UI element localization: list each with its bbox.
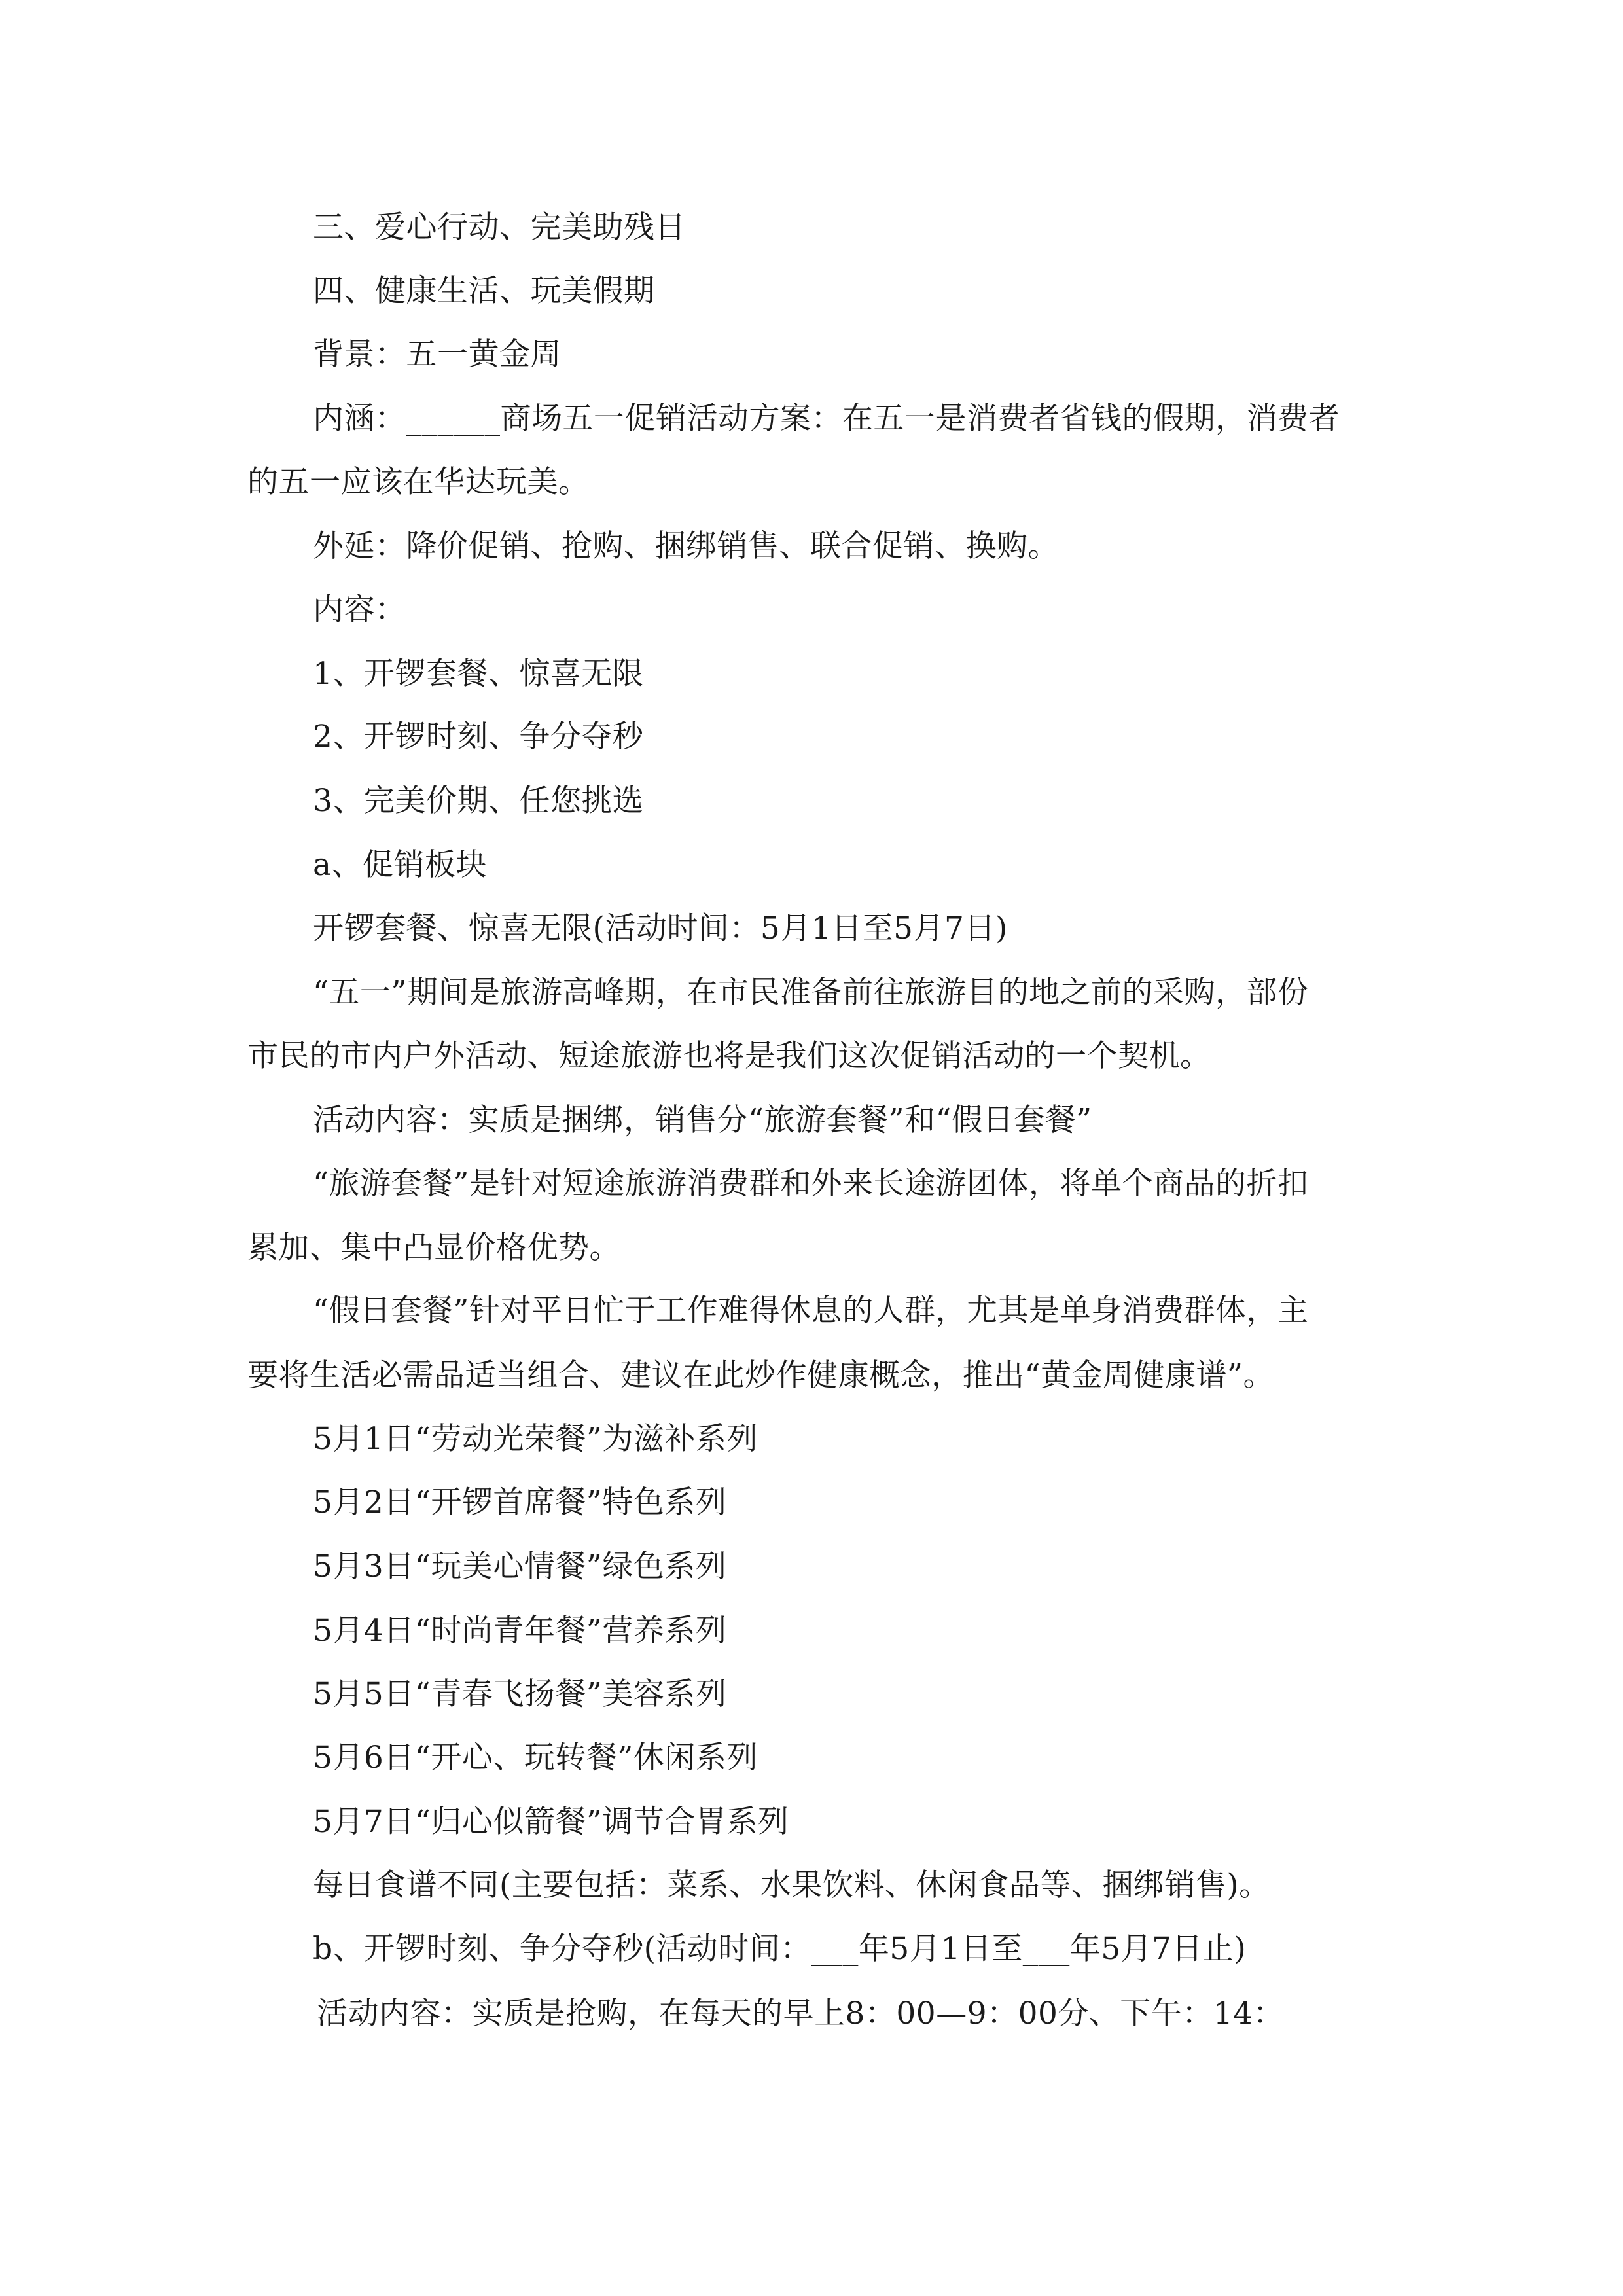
background-line: 背景：五一黄金周: [313, 336, 562, 372]
heading-healthy-life: 四、健康生活、玩美假期: [313, 273, 655, 309]
connotation-line-cont: 的五一应该在华达玩美。: [247, 464, 590, 500]
heading-caring-action: 三、爱心行动、完美助残日: [313, 209, 686, 245]
content-item-1: 1、开锣套餐、惊喜无限: [313, 656, 644, 692]
menu-may-3: 5月3日“玩美心情餐”绿色系列: [313, 1549, 727, 1585]
activity-content-bundle: 活动内容：实质是捆绑，销售分“旅游套餐”和“假日套餐”: [313, 1102, 1092, 1138]
section-a-title: 开锣套餐、惊喜无限(活动时间：5月1日至5月7日): [313, 910, 1008, 946]
section-b-heading: b、开锣时刻、争分夺秒(活动时间：___年5月1日至___年5月7日止): [313, 1931, 1247, 1967]
paragraph-may-day-cont: 市民的市内户外活动、短途旅游也将是我们这次促销活动的一个契机。: [247, 1038, 1211, 1074]
paragraph-holiday-package: “假日套餐”针对平日忙于工作难得休息的人群，尤其是单身消费群体，主: [313, 1293, 1309, 1329]
content-heading: 内容：: [313, 592, 406, 628]
paragraph-travel-package: “旅游套餐”是针对短途旅游消费群和外来长途游团体，将单个商品的折扣: [313, 1166, 1309, 1202]
content-item-2: 2、开锣时刻、争分夺秒: [313, 719, 644, 755]
menu-may-4: 5月4日“时尚青年餐”营养系列: [313, 1613, 727, 1649]
activity-content-rush: 活动内容：实质是抢购，在每天的早上8：00—9：00分、下午：14：: [317, 1996, 1285, 2032]
content-item-3: 3、完美价期、任您挑选: [313, 783, 644, 819]
menu-may-1: 5月1日“劳动光荣餐”为滋补系列: [313, 1421, 758, 1457]
connotation-line: 内涵：______商场五一促销活动方案：在五一是消费者省钱的假期，消费者: [313, 401, 1340, 437]
menu-may-5: 5月5日“青春飞扬餐”美容系列: [313, 1676, 727, 1712]
daily-menu-note: 每日食谱不同(主要包括：菜系、水果饮料、休闲食品等、捆绑销售)。: [313, 1867, 1270, 1903]
section-a-heading: a、促销板块: [313, 847, 488, 883]
paragraph-holiday-package-cont: 要将生活必需品适当组合、建议在此炒作健康概念，推出“黄金周健康谱”。: [247, 1357, 1275, 1393]
menu-may-2: 5月2日“开锣首席餐”特色系列: [313, 1484, 727, 1520]
paragraph-may-day: “五一”期间是旅游高峰期，在市民准备前往旅游目的地之前的采购，部份: [313, 975, 1309, 1011]
paragraph-travel-package-cont: 累加、集中凸显价格优势。: [247, 1230, 620, 1266]
menu-may-6: 5月6日“开心、玩转餐”休闲系列: [313, 1740, 758, 1776]
extension-line: 外延：降价促销、抢购、捆绑销售、联合促销、换购。: [313, 528, 1059, 564]
menu-may-7: 5月7日“归心似箭餐”调节合胃系列: [313, 1804, 789, 1840]
